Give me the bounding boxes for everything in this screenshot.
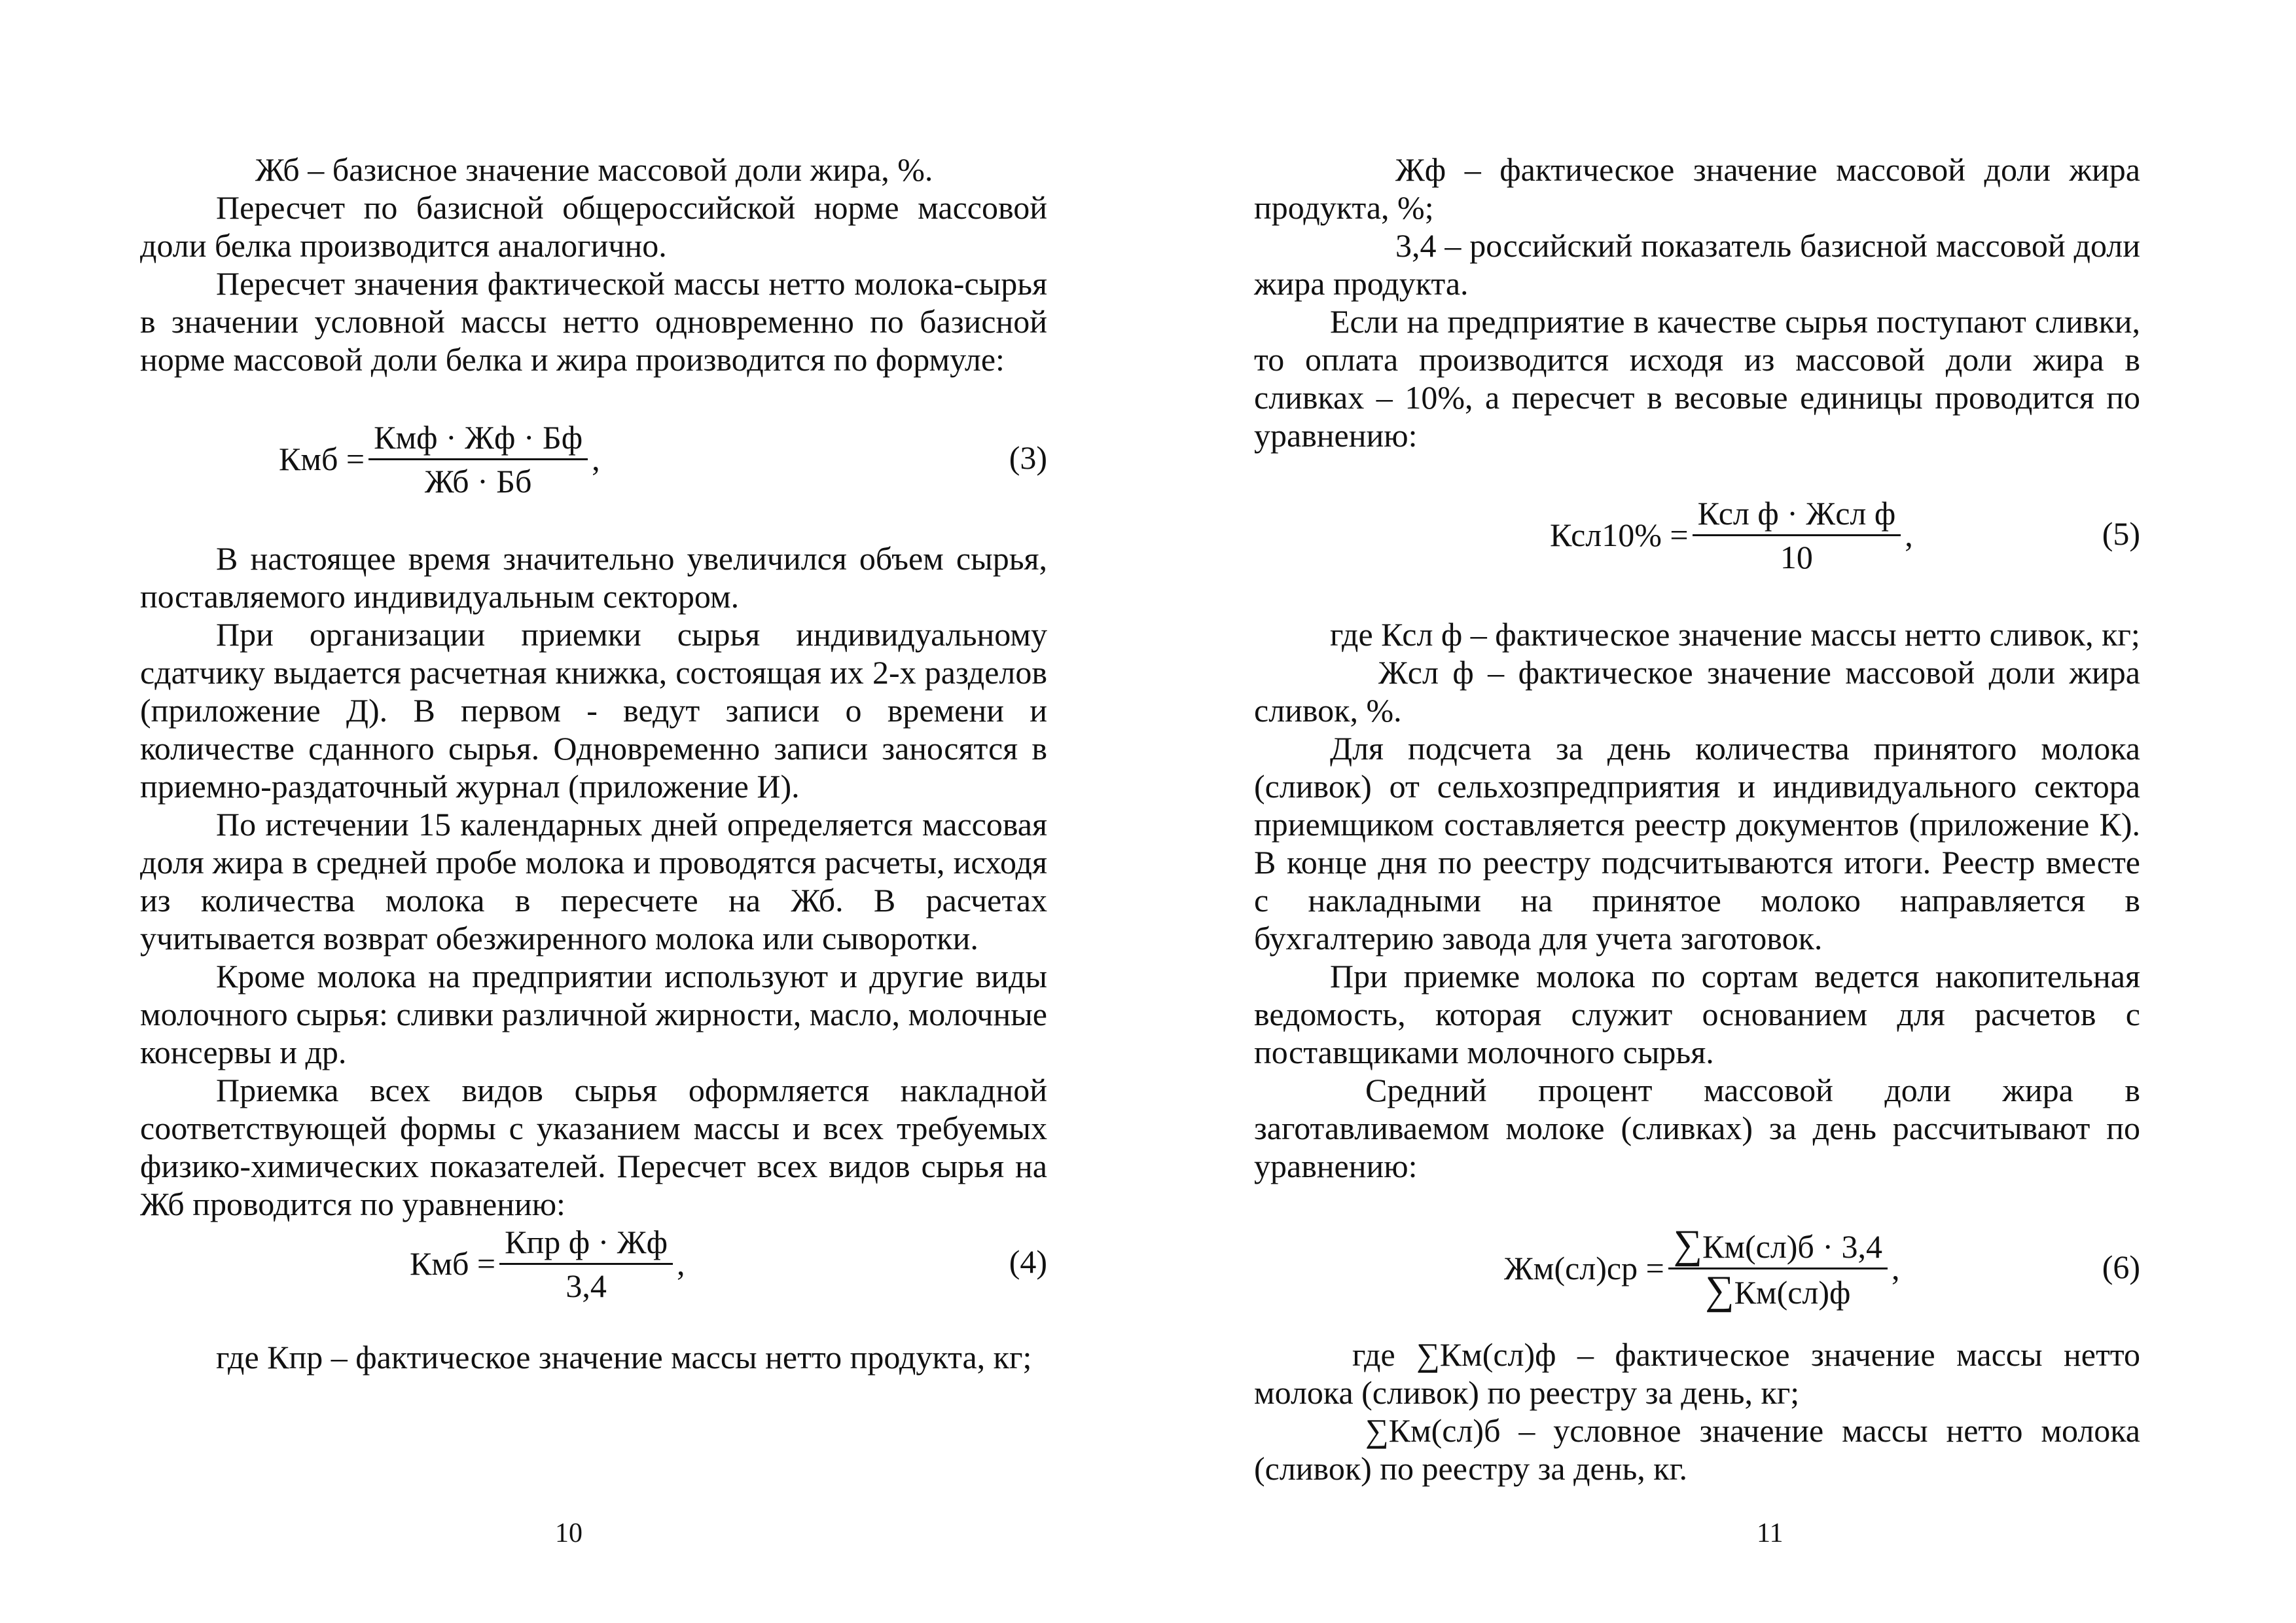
formula-denominator: 3,4: [565, 1267, 607, 1304]
paragraph: Жб – базисное значение массовой доли жира, %.: [255, 151, 933, 188]
formula-number: (3): [1009, 439, 1047, 476]
formula-numerator: Кмф · Жф · Бф: [368, 419, 588, 460]
formula-fraction: [1693, 495, 1901, 575]
paragraph: Пересчет по базисной общероссийской норме массовой доли белка производится аналогично.: [140, 189, 1047, 264]
formula-denominator-group: [1700, 1269, 1856, 1311]
formula-number: (6): [2102, 1249, 2140, 1285]
paragraph: Если на предприятие в качестве сырья поступают сливки, то оплата производится исходя из массовой доли жира в сливках – 10%, а пересчет в весовые единицы проводится по уравнению:: [1254, 303, 2140, 454]
paragraph: При организации приемки сырья индивидуальному сдатчику выдается расчетная книжка, состоящая их 2-х разделов (приложение Д). В первом - ведут записи о времени и количестве сданного сырья. Одновременно записи заносятся в приемно-раздаточный журнал (приложение И).: [140, 616, 1047, 805]
formula-4: [140, 1223, 1047, 1304]
formula-lhs: Жм(сл)ср =: [1504, 1250, 1664, 1286]
page-number: 11: [1757, 1518, 1784, 1548]
paragraph: По истечении 15 календарных дней определяется массовая доля жира в средней пробе молока и проводятся расчеты, исходя из количества молока в пересчете на Жб. В расчетах учитывается возврат обезжиренного молока или сыворотки.: [140, 806, 1047, 957]
formula-numerator: Ксл ф · Жсл ф: [1693, 495, 1901, 536]
formula-3: [140, 412, 1047, 505]
paragraph: Кроме молока на предприятии используют и другие виды молочного сырья: сливки различной жирности, масло, молочные консервы и др.: [140, 958, 1047, 1070]
formula-lhs: Кмб =: [279, 441, 365, 477]
paragraph: Для подсчета за день количества принятого молока (сливок) от сельхозпредприятия и индивидуального сектора приемщиком составляется реестр документов (приложение К). В конце дня по реестру подсчитываются итоги. Реестр вместе с накладными на принятое молоко направляется в бухгалтерию завода для учета заготовок.: [1254, 730, 2140, 957]
formula-denominator: 10: [1780, 538, 1813, 575]
left-page-text: [140, 151, 1047, 1376]
sum-symbol: ∑: [1705, 1267, 1734, 1313]
right-page-text: [1254, 151, 2140, 1487]
paragraph: где Кпр – фактическое значение массы нетто продукта, кг;: [216, 1339, 1032, 1376]
formula-comma: ,: [1892, 1250, 1900, 1286]
formula-numerator: Кпр ф · Жф: [499, 1224, 673, 1265]
formula-denominator: Жб · Бб: [424, 462, 532, 500]
paragraph: При приемке молока по сортам ведется накопительная ведомость, которая служит основанием для расчетов с поставщиками молочного сырья.: [1254, 958, 2140, 1070]
formula-denominator: Км(сл)ф: [1734, 1273, 1851, 1311]
paragraph: В настоящее время значительно увеличился объем сырья, поставляемого индивидуальным сектором.: [140, 540, 1047, 615]
paragraph: ∑Км(сл)б – условное значение массы нетто молока (сливок) по реестру за день, кг.: [1254, 1412, 2140, 1487]
sum-symbol: ∑: [1673, 1222, 1702, 1267]
paragraph: Жсл ф – фактическое значение массовой доли жира сливок, %.: [1254, 654, 2140, 729]
formula-number: (4): [1009, 1243, 1047, 1280]
formula-5: [1254, 488, 2140, 581]
formula-numerator-group: [1668, 1222, 1888, 1269]
formula-fraction: [368, 419, 588, 500]
page-number: 10: [555, 1518, 583, 1548]
formula-lhs: Ксл10% =: [1550, 517, 1689, 553]
paragraph: Пересчет значения фактической массы нетто молока-сырья в значении условной массы нетто одновременно по базисной норме массовой доли белка и жира производится по формуле:: [140, 265, 1047, 378]
formula-comma: ,: [1905, 517, 1913, 553]
formula-numerator: Км(сл)б · 3,4: [1702, 1228, 1883, 1265]
paragraph: Приемка всех видов сырья оформляется накладной соответствующей формы с указанием массы и всех требуемых физико-химических показателей. Пересчет всех видов сырья на Жб проводится по уравнению:: [140, 1072, 1047, 1222]
formula-lhs: Кмб =: [410, 1245, 496, 1282]
formula-fraction: [1668, 1222, 1888, 1313]
paragraph: Жф – фактическое значение массовой доли жира продукта, %;: [1254, 151, 2140, 226]
formula-fraction: [499, 1224, 673, 1304]
paragraph: 3,4 – российский показатель базисной массовой доли жира продукта.: [1254, 227, 2140, 302]
paragraph: Средний процент массовой доли жира в заготавливаемом молоке (сливках) за день рассчитывают по уравнению:: [1254, 1072, 2140, 1184]
paragraph: где Ксл ф – фактическое значение массы нетто сливок, кг;: [1330, 616, 2140, 653]
formula-6: [1254, 1219, 2140, 1317]
formula-comma: ,: [677, 1245, 685, 1282]
right-page: [1148, 0, 2296, 1623]
paragraph: где ∑Км(сл)ф – фактическое значение массы нетто молока (сливок) по реестру за день, кг;: [1254, 1336, 2140, 1411]
formula-number: (5): [2102, 515, 2140, 552]
formula-comma: ,: [592, 441, 600, 477]
